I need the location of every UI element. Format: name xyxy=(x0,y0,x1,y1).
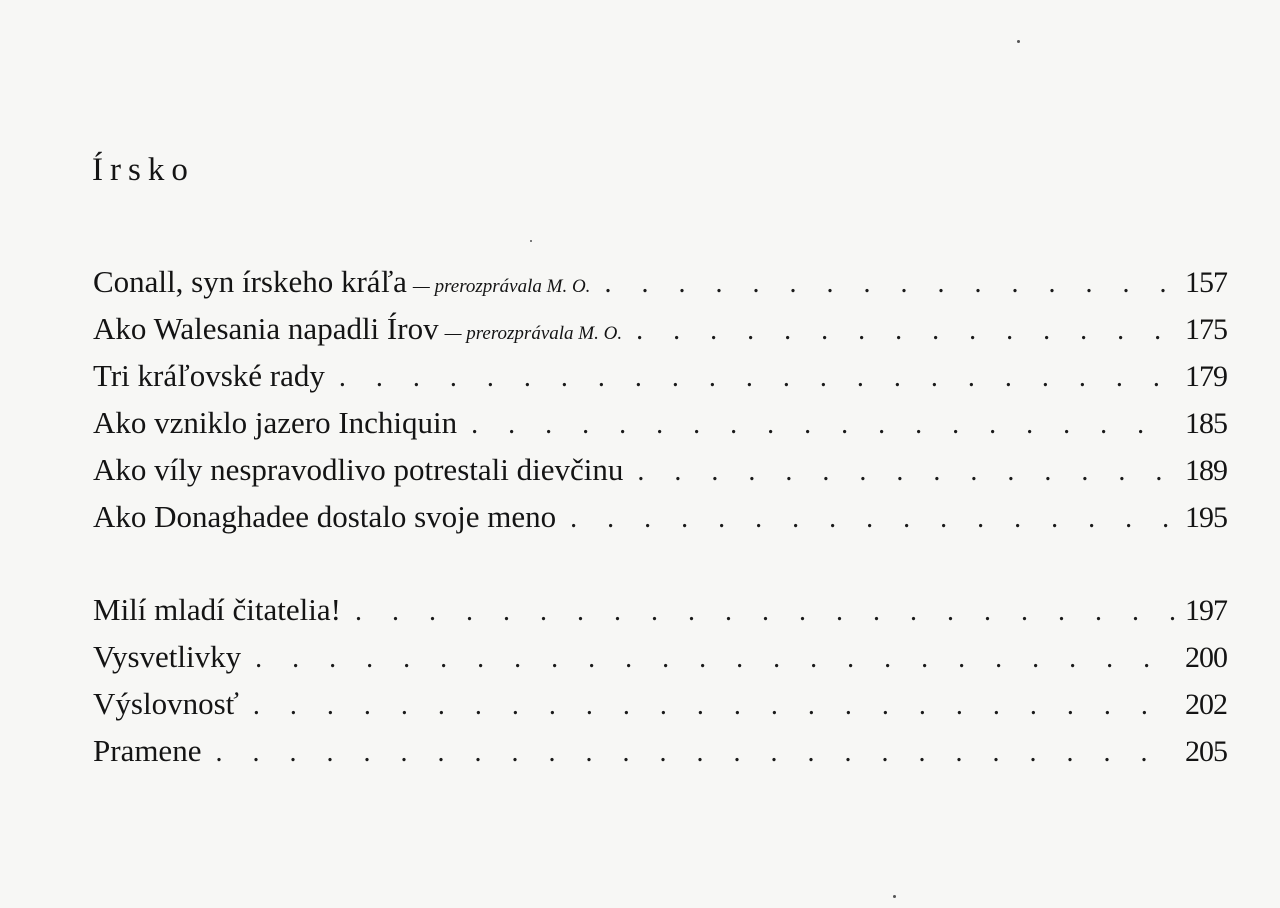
toc-leader-dots xyxy=(355,588,1175,635)
paper-speck xyxy=(530,240,532,242)
toc-entry-page: 189 xyxy=(1185,454,1227,487)
toc-entry-page: 197 xyxy=(1185,594,1227,627)
toc-entry[interactable] xyxy=(93,633,1227,680)
toc-entry-page: 200 xyxy=(1185,641,1227,674)
toc-leader-dots xyxy=(570,495,1175,542)
toc-entry[interactable] xyxy=(93,680,1227,727)
toc-entry-title: Výslovnosť xyxy=(93,686,239,721)
toc-leader-dots xyxy=(339,354,1175,401)
toc-group-ireland xyxy=(93,258,1227,540)
toc-entry-title: Ako Walesania napadli Írov xyxy=(93,311,439,346)
toc-entry-note: — prerozprávala M. O. xyxy=(444,323,623,344)
toc-leader-dots xyxy=(604,260,1175,307)
toc-entry-title: Milí mladí čitatelia! xyxy=(93,592,341,627)
paper-speck xyxy=(893,895,896,898)
toc-entry-page: 157 xyxy=(1185,266,1227,299)
toc-entry-title: Conall, syn írskeho kráľa xyxy=(93,264,407,299)
toc-entry[interactable] xyxy=(93,305,1227,352)
toc-entry-page: 195 xyxy=(1185,501,1227,534)
toc-leader-dots xyxy=(253,682,1175,729)
toc-leader-dots xyxy=(637,448,1175,495)
toc-entry-title: Ako víly nespravodlivo potrestali dievčinu xyxy=(93,452,624,487)
toc-entry[interactable] xyxy=(93,352,1227,399)
toc-leader-dots xyxy=(215,729,1175,776)
toc-entry-page: 202 xyxy=(1185,688,1227,721)
toc-group-appendix xyxy=(93,586,1227,774)
toc-entry-title: Vysvetlivky xyxy=(93,639,242,674)
toc-entry-page: 179 xyxy=(1185,360,1227,393)
toc-entry-title: Ako Donaghadee dostalo svoje meno xyxy=(93,499,557,534)
toc-entry[interactable] xyxy=(93,493,1227,540)
toc-entry[interactable] xyxy=(93,258,1227,305)
toc-entry-title: Ako vzniklo jazero Inchiquin xyxy=(93,405,458,440)
toc-leader-dots xyxy=(471,401,1175,448)
toc-entry-page: 175 xyxy=(1185,313,1227,346)
toc-entry-note: — prerozprávala M. O. xyxy=(412,276,591,297)
paper-speck xyxy=(1017,40,1020,43)
section-heading: Írsko xyxy=(92,152,195,188)
toc-entry-page: 185 xyxy=(1185,407,1227,440)
toc-leader-dots xyxy=(255,635,1175,682)
toc-leader-dots xyxy=(636,307,1175,354)
toc-entry[interactable] xyxy=(93,446,1227,493)
toc-entry-page: 205 xyxy=(1185,735,1227,768)
toc-entry-title: Tri kráľovské rady xyxy=(93,358,325,393)
toc-entry[interactable] xyxy=(93,399,1227,446)
toc-entry-title: Pramene xyxy=(93,733,202,768)
toc-entry[interactable] xyxy=(93,727,1227,774)
toc-entry[interactable] xyxy=(93,586,1227,633)
